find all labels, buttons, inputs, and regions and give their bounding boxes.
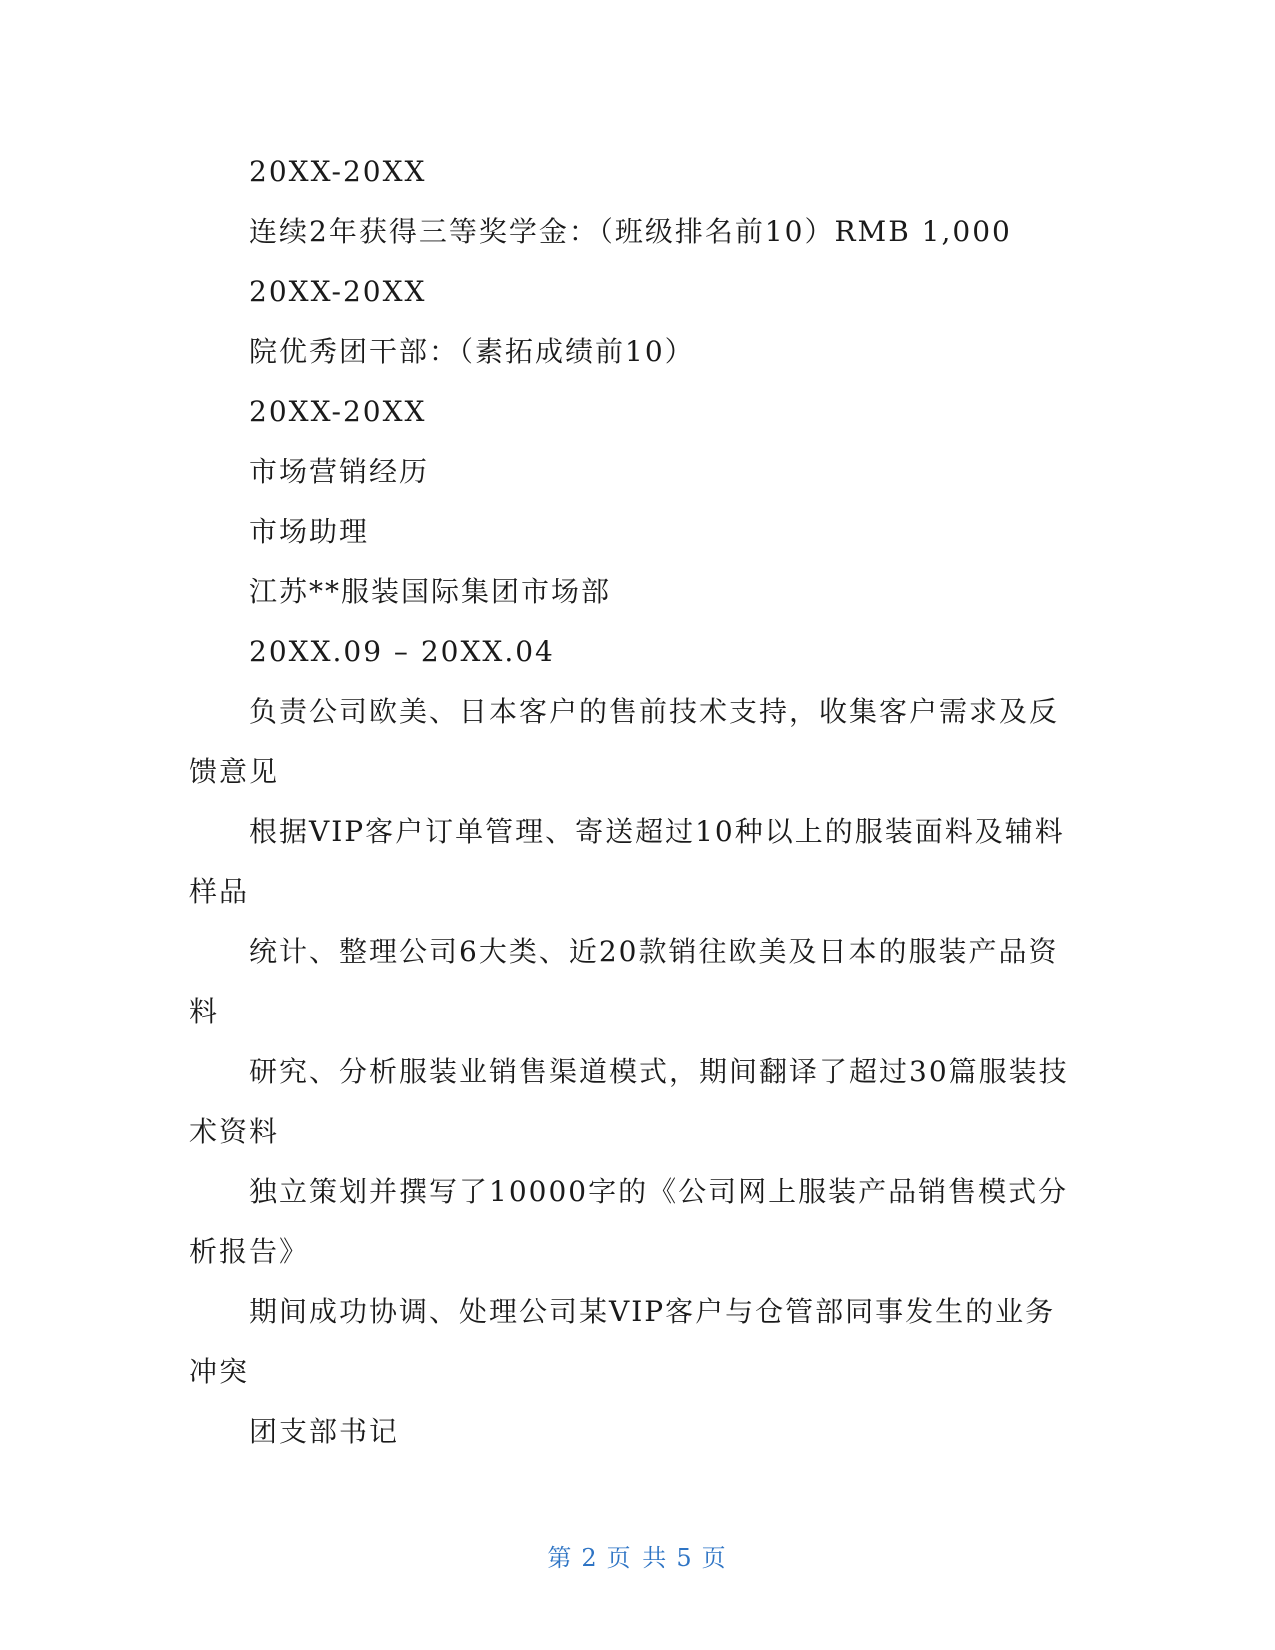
- paragraph: 20XX-20XX: [249, 275, 427, 308]
- page-footer: [0, 1538, 1275, 1573]
- paragraph: 连续2年获得三等奖学金：（班级排名前10）RMB 1,000: [249, 215, 1012, 248]
- footer-suffix: 页: [701, 1544, 728, 1572]
- paragraph: 20XX.09 – 20XX.04: [249, 635, 555, 668]
- paragraph: 院优秀团干部：（素拓成绩前10）: [249, 335, 695, 368]
- footer-mid: 页 共: [606, 1544, 669, 1572]
- footer-total-pages: 5: [676, 1544, 694, 1572]
- paragraph: 统计、整理公司6大类、近20款销往欧美及日本的服装产品资料: [189, 935, 1059, 1028]
- document-body: [189, 142, 1081, 1462]
- footer-current-page: 2: [581, 1544, 599, 1572]
- paragraph: 独立策划并撰写了10000字的《公司网上服装产品销售模式分析报告》: [189, 1175, 1069, 1268]
- paragraph: 江苏**服装国际集团市场部: [249, 575, 612, 608]
- paragraph: 期间成功协调、处理公司某VIP客户与仓管部同事发生的业务冲突: [189, 1295, 1056, 1388]
- footer-prefix: 第: [547, 1544, 574, 1572]
- paragraph: 20XX-20XX: [249, 155, 427, 188]
- paragraph: 团支部书记: [249, 1415, 400, 1448]
- paragraph: 市场助理: [249, 515, 370, 548]
- paragraph: 20XX-20XX: [249, 395, 427, 428]
- paragraph: 市场营销经历: [249, 455, 430, 488]
- paragraph: 负责公司欧美、日本客户的售前技术支持，收集客户需求及反馈意见: [189, 695, 1060, 788]
- paragraph: 研究、分析服装业销售渠道模式，期间翻译了超过30篇服装技术资料: [189, 1055, 1069, 1148]
- paragraph: 根据VIP客户订单管理、寄送超过10种以上的服装面料及辅料样品: [189, 815, 1065, 908]
